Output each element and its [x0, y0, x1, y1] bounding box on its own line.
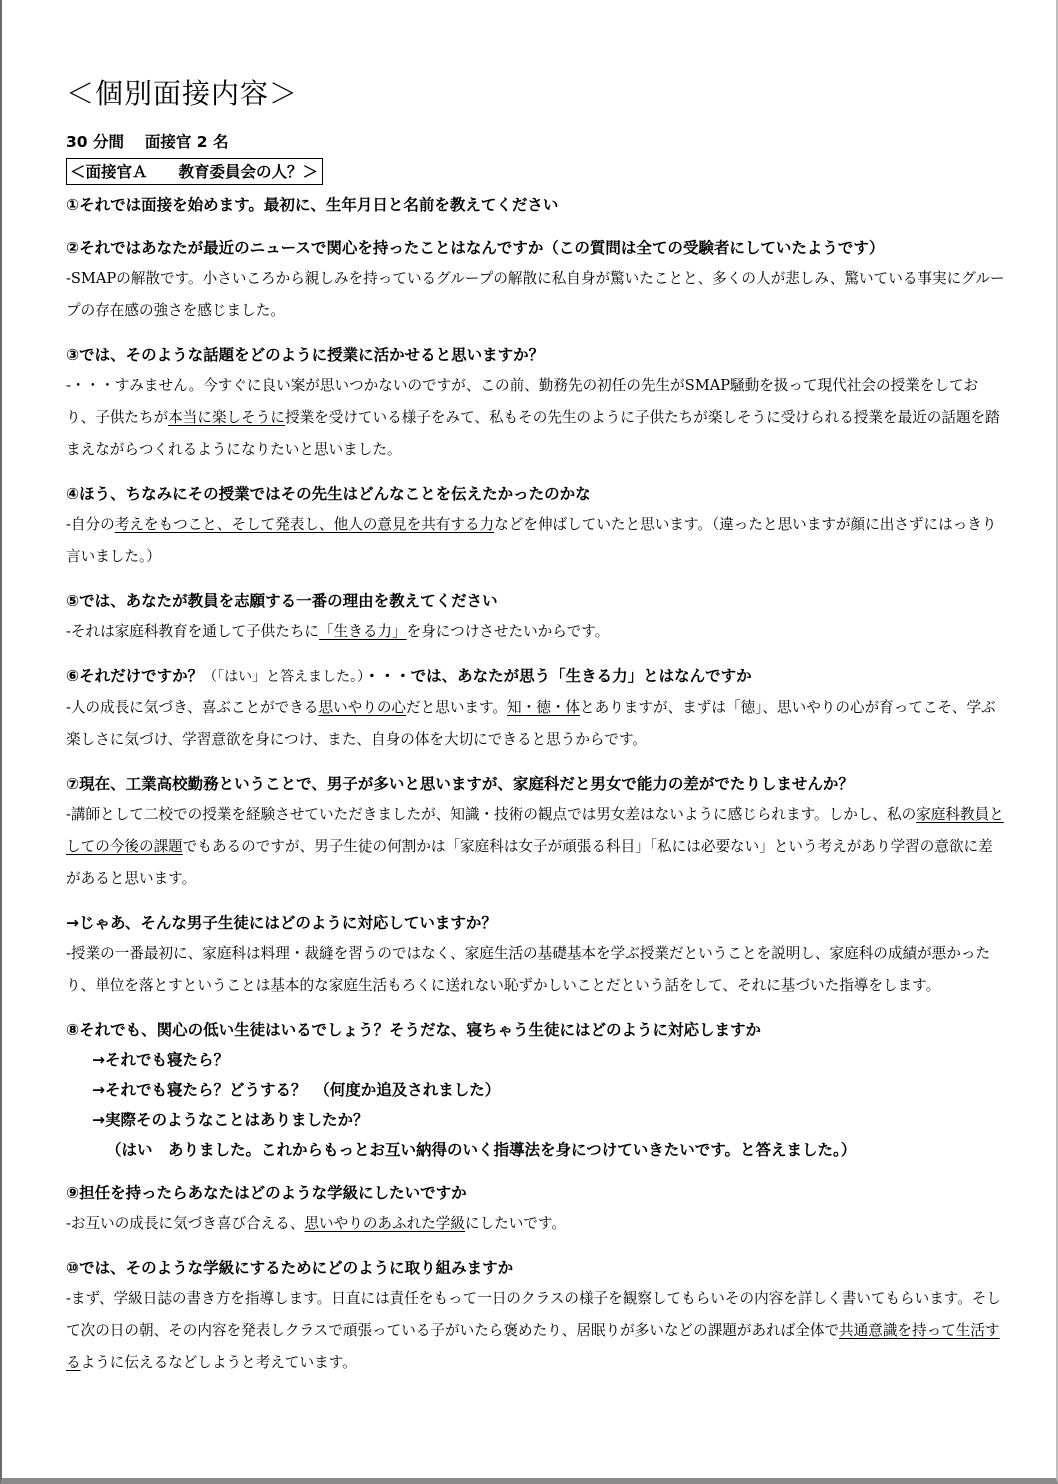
answer-5	[66, 616, 1006, 648]
interviewer-label-box: ＜面接官Ａ 教育委員会の人？＞	[66, 158, 323, 185]
spacer	[66, 1240, 1006, 1253]
question-8-followup-3: →実際そのようなことはありましたか？	[92, 1111, 369, 1129]
question-6-text-a: ⑥それだけですか？	[66, 667, 204, 685]
answer-6-underlined-a: 思いやりの心	[318, 699, 407, 716]
answer-4	[66, 509, 1006, 573]
question-7: ⑦現在、工業高校勤務ということで、男子が多いと思いますが、家庭科だと男女で能力の差がでたりしませんか？	[66, 775, 854, 793]
document-title: ＜個別面接内容＞	[66, 77, 299, 110]
answer-10-text-b: ように伝えるなどしようと考えています。	[80, 1354, 357, 1371]
answer-3-underlined: 本当に楽しそうに	[168, 409, 285, 426]
question-8-followup-2: →それでも寝たら？どうする？ （何度か追及されました）	[92, 1081, 501, 1099]
spacer	[66, 756, 1006, 769]
question-4: ④ほう、ちなみにその授業ではその先生はどんなことを伝えたかったのかな	[66, 485, 591, 503]
question-2: ②それではあなたが最近のニュースで関心を持ったことはなんですか（この質問は全ての受験者にしていたようです）	[66, 239, 885, 257]
answer-8: （はい ありました。これからもっとお互い納得のいく指導法を身につけていきたいです。と答えました。）	[106, 1141, 857, 1159]
answer-7-followup: -授業の一番最初に、家庭科は料理・裁縫を習うのではなく、家庭生活の基礎基本を学ぶ授業だということを説明し、家庭科の成績が悪かったり、単位を落とすということは基本的な家庭生活もろくに送れない恥ずかしいことだという話をして、それに基づいた指導をします。	[66, 945, 991, 994]
answer-4-underlined: 考えをもつこと、そして発表し、他人の意見を共有する力	[114, 516, 495, 533]
answer-10-text-a: -まず、学級日誌の書き方を指導します。日直には責任をもって一日のクラスの様子を観察してもらいその内容を詳しく書いてもらいます。そして次の日の朝、その内容を発表しクラスで頑張っている子がいたら褒めたり、居眠りが多いなどの課題があれば全体で	[66, 1290, 1001, 1339]
answer-7-text-b: でもあるのですが、男子生徒の何割かは「家庭科は女子が頑張る科目」「私には必要ない」という考えがあり学習の意欲に差があると思います。	[66, 838, 993, 887]
answer-10-underlined: 共通意識を持って生活する	[66, 1322, 1000, 1371]
answer-9-text-b: にしたいです。	[464, 1215, 566, 1232]
answer-3-text-b: 授業を受けている様子をみて、私もその先生のように子供たちが楽しそうに受けられる授業を最近の話題を踏まえながらつくれるようになりたいと思いました。	[66, 409, 1000, 458]
answer-9	[66, 1208, 1006, 1240]
answer-7	[66, 799, 1006, 895]
question-5: ⑤では、あなたが教員を志願する一番の理由を教えてください	[66, 592, 498, 610]
answer-5-underlined: 「生きる力」	[319, 623, 407, 640]
question-9: ⑨担任を持ったらあなたはどのような学級にしたいですか	[66, 1184, 467, 1202]
answer-6	[66, 692, 1006, 756]
question-7-followup: →じゃあ、そんな男子生徒にはどのように対応していますか？	[66, 914, 497, 932]
answer-6-underlined-b: 知・徳・体	[507, 699, 581, 716]
spacer	[66, 1002, 1006, 1015]
question-8: ⑧それでも、関心の低い生徒はいるでしょう？そうだな、寝ちゃう生徒にはどのように対応しますか	[66, 1021, 761, 1039]
spacer	[66, 466, 1006, 479]
spacer	[66, 648, 1006, 661]
answer-4-text-a: -自分の	[66, 516, 115, 533]
answer-5-text-b: を身につけさせたいからです。	[406, 623, 610, 640]
question-3: ③では、そのような話題をどのように授業に活かせると思いますか？	[66, 346, 545, 364]
answer-5-text-a: -それは家庭科教育を通して子供たちに	[66, 623, 320, 640]
spacer	[66, 895, 1006, 908]
answer-6-text-c: とありますが、まずは「徳」、思いやりの心が育ってこそ、学ぶ楽しさに気づけ、学習意欲を身につけ、また、自身の体を大切にできると思うからです。	[66, 699, 996, 748]
spacer	[66, 220, 1006, 233]
question-1: ①それでは面接を始めます。最初に、生年月日と名前を教えてください	[66, 196, 559, 214]
answer-7-underlined: 家庭科教員としての今後の課題	[66, 806, 1004, 855]
answer-9-underlined: 思いやりのあふれた学級	[304, 1215, 465, 1232]
qa-list	[66, 190, 1006, 1379]
answer-7-text-a: -講師として二校での授業を経験させていただきましたが、知識・技術の観点では男女差はないように感じられます。しかし、私の	[66, 806, 917, 823]
question-6	[66, 661, 1006, 692]
answer-6-text-a: -人の成長に気づき、喜ぶことができる	[66, 699, 319, 716]
question-6-text-b: ・・・では、あなたが思う「生きる力」とはなんですか	[364, 667, 752, 685]
spacer	[66, 327, 1006, 340]
question-6-note: （「はい」と答えました。）	[203, 669, 365, 685]
question-8-followup-1: →それでも寝たら？	[92, 1051, 229, 1069]
interview-meta: 30 分間 面接官 2 名	[66, 133, 229, 151]
answer-10	[66, 1283, 1006, 1379]
question-10: ⑩では、そのような学級にするためにどのように取り組みますか	[66, 1259, 514, 1277]
answer-3-text-a: -・・・すみません。今すぐに良い案が思いつかないのですが、この前、勤務先の初任の先生がSMAP騒動を扱って現代社会の授業をしており、子供たちが	[66, 377, 979, 426]
answer-3	[66, 370, 1006, 466]
answer-4-text-b: などを伸ばしていたと思います。（違ったと思いますが顔に出さずにはっきり言いました。）	[66, 516, 997, 565]
spacer	[66, 1165, 1006, 1178]
answer-6-text-b: だと思います。	[406, 699, 508, 716]
answer-9-text-a: -お互いの成長に気づき喜び合える、	[66, 1215, 305, 1232]
answer-2: -SMAPの解散です。小さいころから親しみを持っているグループの解散に私自身が驚いたことと、多くの人が悲しみ、驚いている事実にグループの存在感の強さを感じました。	[66, 270, 1005, 319]
spacer	[66, 573, 1006, 586]
